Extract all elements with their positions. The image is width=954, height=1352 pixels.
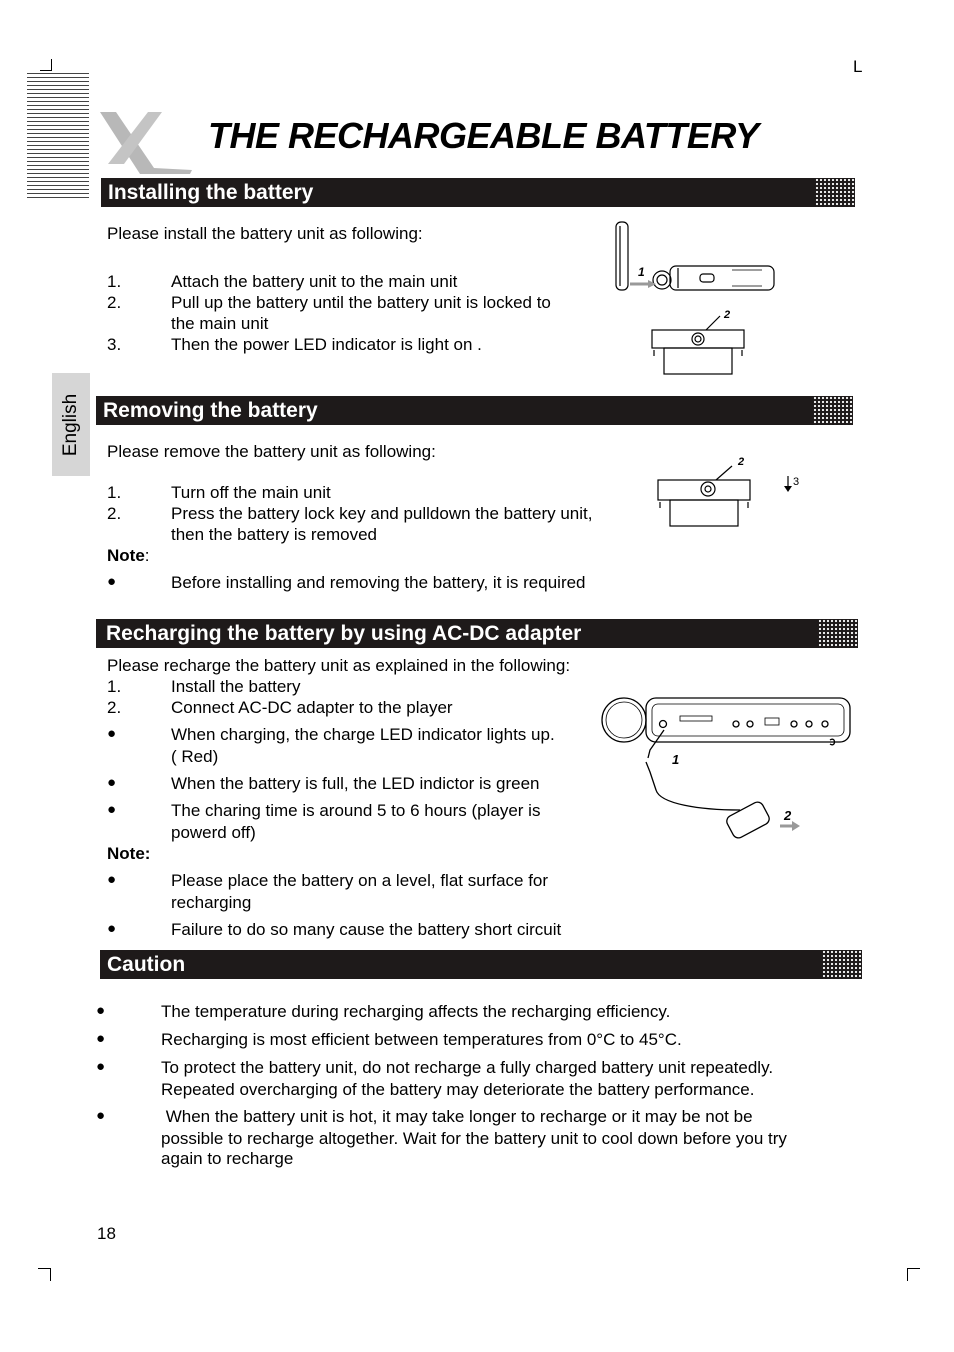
halftone-pattern <box>818 619 858 648</box>
stripe-line <box>27 197 89 198</box>
stripe-line <box>27 157 89 158</box>
caution-text: When the battery unit is hot, it may take longer to recharge or it may be not be <box>161 1107 753 1126</box>
stripe-line <box>27 173 89 174</box>
stripe-line <box>27 113 89 114</box>
bullet-text-continued: ( Red) <box>171 747 219 766</box>
note-text: Before installing and removing the battery, it is required <box>171 573 586 592</box>
stripe-line <box>27 77 89 78</box>
stripe-line <box>27 149 89 150</box>
crop-mark-bottom-right-v <box>907 1268 908 1281</box>
removing-intro: Please remove the battery unit as following: <box>107 442 436 461</box>
bullet-text: The charing time is around 5 to 6 hours (player is <box>171 801 541 820</box>
figure-label: 1 <box>638 265 645 279</box>
bullet-text: When charging, the charge LED indicator lights up. <box>171 725 555 744</box>
halftone-pattern <box>813 396 853 425</box>
stripe-line <box>27 169 89 170</box>
figure-label: 2 <box>738 456 745 468</box>
section-heading: Recharging the battery by using AC-DC adapter <box>106 622 582 645</box>
step-number: 2. <box>107 293 122 312</box>
note-text: Please place the battery on a level, flat surface for <box>171 871 549 890</box>
stripe-line <box>27 141 89 142</box>
bullet-icon: ● <box>107 801 117 818</box>
stripe-line <box>27 105 89 106</box>
caution-text-continued: again to recharge <box>161 1149 294 1168</box>
stripe-line <box>27 97 89 98</box>
halftone-pattern <box>815 178 855 207</box>
stripe-line <box>27 125 89 126</box>
crop-mark-bottom-right <box>907 1268 920 1269</box>
bullet-icon: ● <box>96 1058 106 1075</box>
note-text-continued: recharging <box>171 893 252 912</box>
crop-mark-top-left-v <box>51 59 52 71</box>
stripe-line <box>27 81 89 82</box>
stripe-line <box>27 185 89 186</box>
stripe-line <box>27 93 89 94</box>
bullet-icon: ● <box>96 1107 106 1124</box>
side-tab <box>52 373 90 476</box>
brand-x-logo <box>96 108 196 176</box>
stripe-line <box>27 85 89 86</box>
stripe-line <box>27 177 89 178</box>
stripe-line <box>27 73 89 74</box>
note-label-bold: Note <box>107 546 145 565</box>
caution-text: The temperature during recharging affects the recharging efficiency. <box>161 1002 671 1021</box>
stripe-line <box>27 129 89 130</box>
remove-battery-illustration <box>654 452 804 534</box>
step-text: Attach the battery unit to the main unit <box>171 272 458 291</box>
step-text-continued: then the battery is removed <box>171 525 378 544</box>
step-number: 3. <box>107 335 122 354</box>
section-heading: Removing the battery <box>103 399 318 422</box>
figure-label: 2 <box>724 309 731 321</box>
section-bar-recharging <box>96 619 858 648</box>
figure-label: 2 <box>784 808 792 823</box>
stripe-line <box>27 153 89 154</box>
adapter-connection-illustration <box>600 692 856 848</box>
note-label <box>107 545 150 566</box>
stripe-line <box>27 189 89 190</box>
step-text: Turn off the main unit <box>171 483 331 502</box>
step-number: 2. <box>107 698 122 717</box>
section-bar-installing <box>101 178 855 207</box>
install-battery-illustration <box>612 218 782 380</box>
step-text-continued: the main unit <box>171 314 269 333</box>
crop-mark-bottom-left-v <box>50 1268 51 1281</box>
step-number: 1. <box>107 272 122 291</box>
bullet-icon: ● <box>107 920 117 937</box>
bullet-icon: ● <box>107 871 117 888</box>
side-stripes <box>27 73 89 200</box>
step-number: 2. <box>107 504 122 523</box>
corner-letter: L <box>853 57 863 76</box>
bullet-text: When the battery is full, the LED indictor is green <box>171 774 540 793</box>
stripe-line <box>27 89 89 90</box>
caution-text-continued: Repeated overcharging of the battery may deteriorate the battery performance. <box>161 1080 755 1099</box>
section-heading: Caution <box>107 953 186 976</box>
halftone-pattern <box>822 950 862 979</box>
stripe-line <box>27 109 89 110</box>
bullet-icon: ● <box>107 725 117 742</box>
stripe-line <box>27 121 89 122</box>
stripe-line <box>27 165 89 166</box>
stripe-line <box>27 181 89 182</box>
caution-text: Recharging is most efficient between temperatures from 0°C to 45°C. <box>161 1030 682 1049</box>
page-number: 18 <box>97 1224 116 1243</box>
stripe-line <box>27 137 89 138</box>
step-text: Connect AC-DC adapter to the player <box>171 698 453 717</box>
bullet-text-continued: powerd off) <box>171 823 256 842</box>
stripe-line <box>27 101 89 102</box>
step-number: 1. <box>107 483 122 502</box>
step-text: Install the battery <box>171 677 301 696</box>
bullet-icon: ● <box>96 1030 106 1047</box>
bullet-icon: ● <box>96 1002 106 1019</box>
caution-text-continued: possible to recharge altogether. Wait for the battery unit to cool down before you try <box>161 1129 787 1148</box>
stripe-line <box>27 117 89 118</box>
note-label: Note: <box>107 844 151 863</box>
note-text: Failure to do so many cause the battery short circuit <box>171 920 562 939</box>
page-title: THE RECHARGEABLE BATTERY <box>208 115 759 156</box>
section-bar-caution <box>100 950 862 979</box>
stripe-line <box>27 193 89 194</box>
step-text: Pull up the battery until the battery unit is locked to <box>171 293 551 312</box>
section-heading: Installing the battery <box>108 181 314 204</box>
step-text: Press the battery lock key and pulldown the battery unit, <box>171 504 593 523</box>
caution-text: To protect the battery unit, do not recharge a fully charged battery unit repeatedly. <box>161 1058 774 1077</box>
side-tab-label: English <box>60 393 81 456</box>
figure-label: 1 <box>672 752 680 767</box>
stripe-line <box>27 145 89 146</box>
note-label-colon: : <box>144 546 150 565</box>
step-text: Then the power LED indicator is light on . <box>171 335 482 354</box>
figure-label: 3 <box>793 476 800 488</box>
bullet-icon: ● <box>107 573 117 590</box>
step-number: 1. <box>107 677 122 696</box>
section-bar-removing <box>96 396 853 425</box>
stripe-line <box>27 161 89 162</box>
installing-intro: Please install the battery unit as following: <box>107 224 423 243</box>
stripe-line <box>27 133 89 134</box>
recharging-intro: Please recharge the battery unit as explained in the following: <box>107 656 571 675</box>
bullet-icon: ● <box>107 774 117 791</box>
